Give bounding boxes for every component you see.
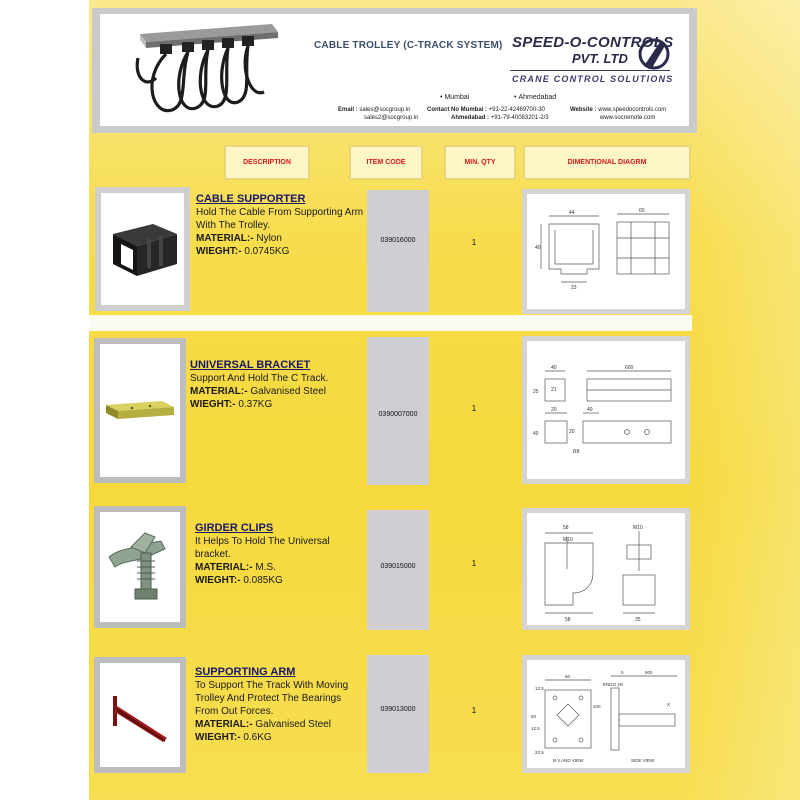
cable-supporter-drawing: [527, 194, 685, 309]
svg-text:R8: R8: [573, 449, 580, 455]
company-tagline: CRANE CONTROL SOLUTIONS: [512, 74, 674, 84]
logo-underline: [510, 70, 670, 71]
column-header-dimensional: DIMENTIONAL DIAGRM: [523, 145, 691, 180]
column-header-description: DESCRIPTION: [224, 145, 310, 180]
svg-text:50: 50: [531, 714, 537, 719]
svg-text:60: 60: [565, 674, 571, 679]
location-ahmedabad: • Ahmedabad: [514, 94, 557, 101]
svg-text:58: 58: [563, 525, 569, 531]
product-image-frame: [94, 338, 186, 483]
svg-text:20: 20: [551, 407, 557, 413]
svg-text:12.5: 12.5: [535, 686, 544, 691]
dimension-diagram: [522, 336, 690, 484]
svg-text:40: 40: [551, 365, 557, 371]
product-description: UNIVERSAL BRACKET Support And Hold The C Track. MATERIAL:- Galvanised Steel WIEGHT:- 0.37KG: [190, 359, 366, 411]
company-name: SPEED-O-CONTROLS: [512, 34, 674, 51]
email-primary[interactable]: sales@socgroup.in: [359, 107, 411, 113]
phone-block: Contact No Mumbai : +91-22-42469700-30 Ahmedabad : +91-79-40083201-2/3: [427, 107, 549, 121]
dimension-diagram: [522, 189, 690, 314]
company-suffix: PVT. LTD: [572, 51, 628, 66]
girder-clip-drawing: [527, 513, 685, 625]
svg-text:12.5: 12.5: [531, 726, 540, 731]
svg-text:600: 600: [645, 670, 653, 675]
svg-text:23: 23: [571, 285, 577, 291]
product-name: CABLE SUPPORTER: [196, 193, 306, 205]
product-image-frame: [94, 506, 186, 628]
svg-text:5: 5: [621, 670, 624, 675]
header-panel: [100, 14, 689, 126]
product-image-frame: [94, 657, 186, 773]
min-qty: 1: [471, 559, 477, 568]
column-header-min-qty: MIN. QTY: [444, 145, 516, 180]
dimension-diagram: [522, 508, 690, 630]
website-secondary[interactable]: www.socremote.com: [600, 115, 656, 121]
header-banner: [92, 8, 697, 133]
svg-text:SIDE VIEW: SIDE VIEW: [631, 758, 655, 763]
item-code-cell: [367, 190, 429, 312]
min-qty: 1: [471, 238, 477, 247]
website-block: Website : www.speedocontrols.com www.socremote.com: [570, 107, 667, 121]
svg-text:60: 60: [639, 208, 645, 214]
svg-text:ENDIJ 1R: ENDIJ 1R: [603, 682, 624, 687]
column-header-item-code: ITEM CODE: [349, 145, 423, 180]
svg-text:40: 40: [587, 407, 593, 413]
product-description: SUPPORTING ARM To Support The Track With Moving Trolley And Protect The Bearings From Out Forces. MATERIAL:- Galvanised Steel WIEGHT:- 0.6KG: [195, 666, 367, 744]
supporting-arm-drawing: [527, 660, 685, 768]
svg-text:600: 600: [625, 365, 634, 371]
company-logo-icon: [634, 36, 674, 72]
catalog-page: [89, 0, 800, 800]
location-mumbai: • Mumbai: [440, 94, 470, 101]
svg-text:35: 35: [635, 617, 641, 623]
item-code: 039015000: [380, 563, 416, 570]
item-code: 039013000: [380, 706, 416, 713]
item-code: 039016000: [380, 237, 416, 244]
universal-bracket-image: [102, 391, 178, 431]
svg-text:M10: M10: [633, 525, 643, 531]
catalog-title: CABLE TROLLEY (C-TRACK SYSTEM): [314, 40, 503, 51]
product-name: SUPPORTING ARM: [195, 666, 296, 678]
svg-text:40: 40: [535, 245, 541, 251]
row-separator: [89, 315, 692, 331]
svg-text:100: 100: [593, 704, 601, 709]
cable-trolley-image: [132, 18, 282, 118]
website-primary[interactable]: www.speedocontrols.com: [598, 107, 667, 113]
svg-text:B.V.AND VIEW: B.V.AND VIEW: [553, 758, 584, 763]
svg-text:X: X: [667, 702, 671, 707]
universal-bracket-drawing: [527, 341, 685, 479]
min-qty: 1: [471, 404, 477, 413]
svg-text:25: 25: [533, 389, 539, 395]
svg-text:20: 20: [569, 429, 575, 435]
product-description: GIRDER CLIPS It Helps To Hold The Universal bracket. MATERIAL:- M.S. WIEGHT:- 0.085KG: [195, 522, 367, 587]
svg-text:M10: M10: [563, 537, 573, 543]
email-block: Email : sales@socgroup.in sales2@socgroup.in: [338, 107, 419, 121]
product-description: CABLE SUPPORTER Hold The Cable From Supporting Arm With The Trolley. MATERIAL:- Nylon WIEGHT:- 0.0745KG: [196, 193, 368, 258]
min-qty: 1: [471, 706, 477, 715]
product-image-frame: [95, 187, 190, 311]
item-code-cell: [367, 510, 429, 630]
svg-text:22.5: 22.5: [535, 750, 544, 755]
supporting-arm-image: [105, 680, 175, 750]
item-code: 0390007000: [378, 411, 418, 418]
product-name: GIRDER CLIPS: [195, 522, 274, 534]
girder-clip-image: [101, 527, 179, 607]
svg-text:44: 44: [569, 210, 575, 216]
svg-text:21: 21: [551, 387, 557, 393]
item-code-cell: [367, 655, 429, 773]
cable-supporter-image: [103, 214, 183, 284]
email-secondary[interactable]: sales2@socgroup.in: [364, 115, 419, 121]
svg-text:40: 40: [533, 431, 539, 437]
svg-text:58: 58: [565, 617, 571, 623]
product-name: UNIVERSAL BRACKET: [190, 359, 311, 371]
dimension-diagram: [522, 655, 690, 773]
